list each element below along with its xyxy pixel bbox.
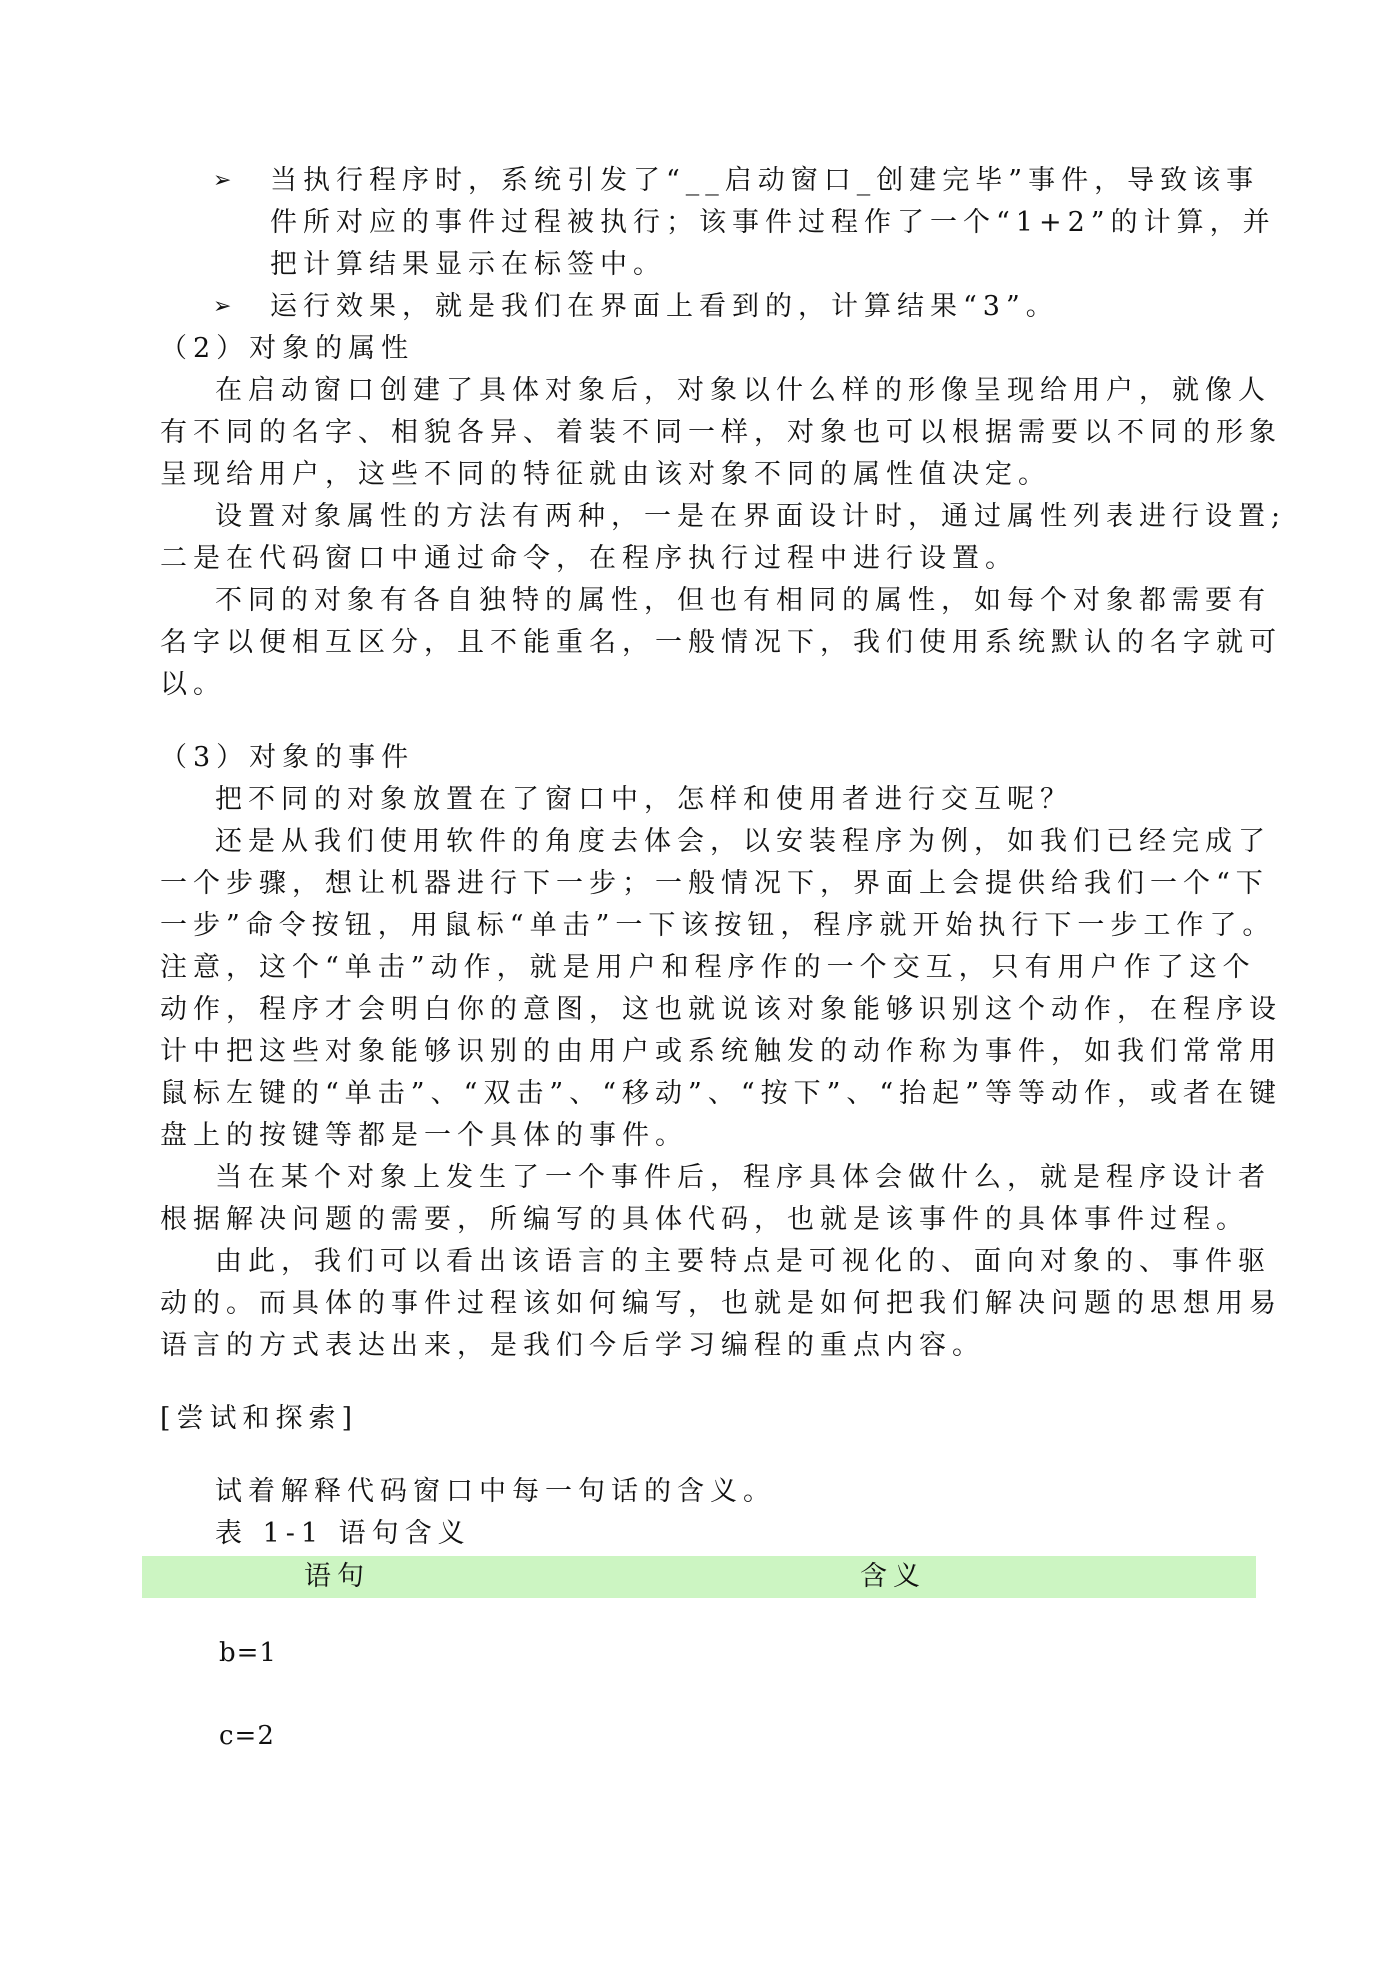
section-3-para-1-line-1: 把不同的对象放置在了窗口中，怎样和使用者进行交互呢？ xyxy=(215,784,1073,815)
section-2-heading: （2）对象的属性 xyxy=(160,333,415,364)
section-2-para-3-line-3: 以。 xyxy=(160,669,226,700)
section-2-para-3-line-2: 名字以便相互区分，且不能重名，一般情况下，我们使用系统默认的名字就可 xyxy=(160,627,1282,658)
table-header-statement: 语句 xyxy=(304,1561,370,1592)
table-row-1-statement: b=1 xyxy=(219,1638,277,1668)
section-3-para-4-line-3: 语言的方式表达出来，是我们今后学习编程的重点内容。 xyxy=(160,1330,985,1361)
section-3-heading: （3）对象的事件 xyxy=(160,742,415,773)
section-3-para-2-line-7: 鼠标左键的“单击”、“双击”、“移动”、“按下”、“抬起”等等动作，或者在键 xyxy=(160,1078,1283,1109)
section-3-para-2-line-3: 一步”命令按钮，用鼠标“单击”一下该按钮，程序就开始执行下一步工作了。 xyxy=(160,910,1276,941)
section-3-para-2-line-4: 注意，这个“单击”动作，就是用户和程序作的一个交互，只有用户作了这个 xyxy=(160,952,1256,983)
bullet-arrow-icon: ➢ xyxy=(213,294,232,319)
bullet-1-line-3: 把计算结果显示在标签中。 xyxy=(270,249,666,280)
bullet-arrow-icon: ➢ xyxy=(213,168,232,193)
section-3-para-2-line-1: 还是从我们使用软件的角度去体会，以安装程序为例，如我们已经完成了 xyxy=(215,826,1271,857)
section-3-para-2-line-8: 盘上的按键等都是一个具体的事件。 xyxy=(160,1120,688,1151)
explore-instruction: 试着解释代码窗口中每一句话的含义。 xyxy=(215,1476,776,1507)
section-3-para-3-line-1: 当在某个对象上发生了一个事件后，程序具体会做什么，就是程序设计者 xyxy=(215,1162,1271,1193)
section-3-para-2-line-5: 动作，程序才会明白你的意图，这也就说该对象能够识别这个动作，在程序设 xyxy=(160,994,1282,1025)
explore-heading: [尝试和探索] xyxy=(160,1403,359,1434)
section-3-para-4-line-2: 动的。而具体的事件过程该如何编写，也就是如何把我们解决问题的思想用易 xyxy=(160,1288,1282,1319)
section-2-para-1-line-2: 有不同的名字、相貌各异、着装不同一样，对象也可以根据需要以不同的形象 xyxy=(160,417,1282,448)
table-header-meaning: 含义 xyxy=(860,1561,926,1592)
section-3-para-4-line-1: 由此，我们可以看出该语言的主要特点是可视化的、面向对象的、事件驱 xyxy=(215,1246,1271,1277)
bullet-2-line-1: 运行效果，就是我们在界面上看到的，计算结果“3”。 xyxy=(270,291,1059,322)
bullet-1-line-1: 当执行程序时，系统引发了“__启动窗口_创建完毕”事件，导致该事 xyxy=(270,165,1260,196)
section-3-para-2-line-6: 计中把这些对象能够识别的由用户或系统触发的动作称为事件，如我们常常用 xyxy=(160,1036,1282,1067)
bullet-1-line-2: 件所对应的事件过程被执行；该事件过程作了一个“1+2”的计算，并 xyxy=(270,207,1276,238)
section-2-para-2-line-2: 二是在代码窗口中通过命令，在程序执行过程中进行设置。 xyxy=(160,543,1018,574)
table-header-row xyxy=(142,1556,1256,1598)
section-2-para-1-line-3: 呈现给用户，这些不同的特征就由该对象不同的属性值决定。 xyxy=(160,459,1051,490)
section-3-para-3-line-2: 根据解决问题的需要，所编写的具体代码，也就是该事件的具体事件过程。 xyxy=(160,1204,1249,1235)
section-3-para-2-line-2: 一个步骤，想让机器进行下一步；一般情况下，界面上会提供给我们一个“下 xyxy=(160,868,1269,899)
section-2-para-1-line-1: 在启动窗口创建了具体对象后，对象以什么样的形像呈现给用户，就像人 xyxy=(215,375,1271,406)
section-2-para-2-line-1: 设置对象属性的方法有两种，一是在界面设计时，通过属性列表进行设置; xyxy=(215,501,1287,532)
section-2-para-3-line-1: 不同的对象有各自独特的属性，但也有相同的属性，如每个对象都需要有 xyxy=(215,585,1271,616)
table-caption: 表 1-1 语句含义 xyxy=(215,1518,471,1549)
table-row-2-statement: c=2 xyxy=(219,1721,275,1751)
